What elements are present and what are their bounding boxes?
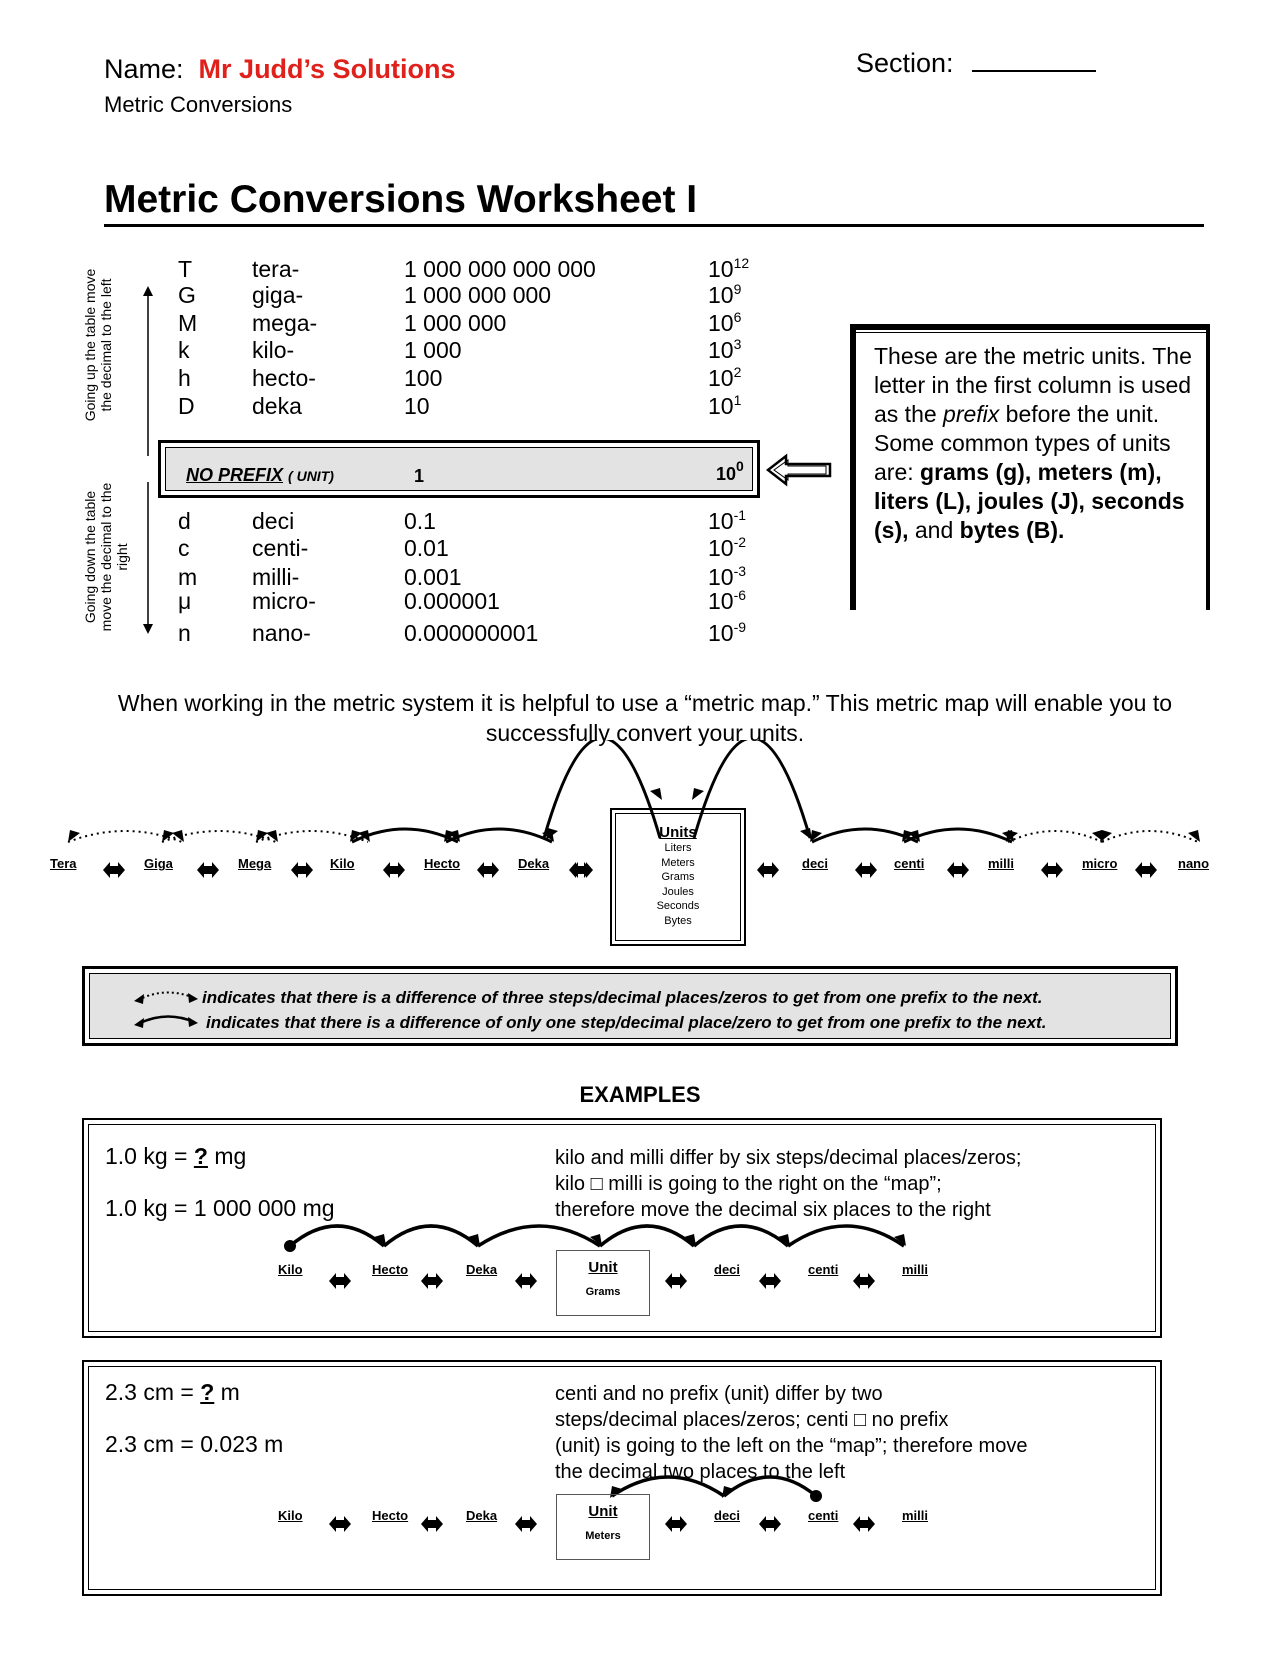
section-line xyxy=(856,48,1096,79)
map-arc xyxy=(1102,831,1198,842)
map-label-nano: nano xyxy=(1178,856,1210,871)
prefix-value: 1 000 000 000 000 xyxy=(404,256,596,282)
map-double-arrow-icon xyxy=(477,862,499,878)
example-double-arrow-icon xyxy=(421,1516,443,1532)
map-label-mega: Mega xyxy=(238,856,272,871)
arrow-head xyxy=(1188,830,1200,842)
example-double-arrow-icon xyxy=(329,1516,351,1532)
prefix-exp-power: 6 xyxy=(733,309,742,325)
no-prefix-exp: $10^0$ xyxy=(716,458,744,484)
map-double-arrow-icon xyxy=(757,862,779,878)
prefix-sym: n xyxy=(178,620,191,646)
example-1-unit-sub: Grams xyxy=(585,1286,621,1298)
map-arc xyxy=(694,1226,788,1246)
example-2-unit-title: Unit xyxy=(588,1503,618,1520)
example-1-unit-box xyxy=(556,1250,650,1316)
units-box xyxy=(610,808,746,946)
prefix-value: 0.01 xyxy=(404,535,449,561)
example-label-centi: centi xyxy=(808,1508,839,1523)
arrow-head xyxy=(1100,830,1112,842)
map-label-deci: deci xyxy=(802,856,829,871)
map-label-micro: micro xyxy=(1082,856,1118,871)
prefix-exp-power: 3 xyxy=(733,336,742,352)
example-double-arrow-icon xyxy=(515,1273,537,1289)
prefix-exp-power: 9 xyxy=(733,281,742,297)
prefix-exp-power: 1 xyxy=(733,392,742,408)
prefix-exp-power: -9 xyxy=(733,619,747,635)
prefix-exp: $10^2$ xyxy=(708,364,742,391)
map-arc xyxy=(600,1226,694,1246)
example-1-answer: 1.0 kg = 1 000 000 mg xyxy=(105,1195,335,1221)
example-label-deka: Deka xyxy=(466,1508,498,1523)
example-1-unit-title: Unit xyxy=(588,1259,618,1276)
example-label-deci: deci xyxy=(714,1262,741,1277)
examples-heading: EXAMPLES xyxy=(579,1082,701,1107)
unit-item: Joules xyxy=(662,885,694,898)
no-prefix-row xyxy=(158,440,760,498)
prefix-sym: d xyxy=(178,508,191,534)
prefix-sym: T xyxy=(178,256,193,282)
no-prefix-label: NO PREFIX ( UNIT) xyxy=(186,465,334,485)
prefix-exp: $10^{-3}$ xyxy=(708,563,747,590)
example-double-arrow-icon xyxy=(759,1273,781,1289)
example-double-arrow-icon xyxy=(421,1273,443,1289)
example-label-hecto: Hecto xyxy=(372,1262,409,1277)
info-box xyxy=(850,324,1210,610)
example-double-arrow-icon xyxy=(759,1516,781,1532)
info-box-double-line xyxy=(856,332,1210,333)
prefix-name: deci xyxy=(252,508,295,534)
prefix-sym: μ xyxy=(178,588,192,614)
map-label-tera: Tera xyxy=(50,856,77,871)
map-arc xyxy=(1008,831,1102,842)
prefix-exp-power: 12 xyxy=(733,255,750,271)
prefix-exp: $10^3$ xyxy=(708,336,742,363)
prefix-exp-power: 2 xyxy=(733,364,742,380)
example-label-kilo: Kilo xyxy=(278,1262,303,1277)
example-label-deci: deci xyxy=(714,1508,741,1523)
map-label-giga: Giga xyxy=(144,856,173,871)
prefix-sym: k xyxy=(178,337,190,363)
map-label-kilo: Kilo xyxy=(330,856,355,871)
map-label-centi: centi xyxy=(894,856,925,871)
section-label: Section: xyxy=(856,48,954,78)
info-text: These are the metric units. The letter in the first column is used as the prefix before the unit. Some common types of units are: grams (g), meters (m), liters (L), joules (J), seconds (s), and bytes (B). xyxy=(874,343,1192,543)
prefix-exp-power: -2 xyxy=(733,534,747,550)
map-arc xyxy=(384,1226,478,1246)
unit-item: Bytes xyxy=(664,914,692,927)
example-double-arrow-icon xyxy=(515,1516,537,1532)
prefix-value: 0.000001 xyxy=(404,588,500,614)
prefix-sym: M xyxy=(178,310,198,336)
name-label: Name: xyxy=(104,54,184,84)
prefix-name: milli- xyxy=(252,564,300,590)
prefix-name: micro- xyxy=(252,588,316,614)
prefix-name: deka xyxy=(252,393,302,419)
page-title: Metric Conversions Worksheet I xyxy=(104,178,1204,227)
example-2-unit-box xyxy=(556,1494,650,1560)
prefix-value: 100 xyxy=(404,365,443,391)
hollow-left-arrow-icon xyxy=(766,452,836,488)
example-2-unit-sub: Meters xyxy=(585,1530,621,1542)
prefix-exp-power: -6 xyxy=(733,587,747,603)
prefix-name: hecto- xyxy=(252,365,316,391)
example-double-arrow-icon xyxy=(665,1273,687,1289)
map-label-deka: Deka xyxy=(518,856,550,871)
legend-box xyxy=(82,966,1178,1046)
example-label-kilo: Kilo xyxy=(278,1508,303,1523)
prefix-name: tera- xyxy=(252,256,300,282)
prefix-sym: G xyxy=(178,282,196,308)
map-arc xyxy=(904,829,1012,842)
map-double-arrow-icon xyxy=(103,862,125,878)
prefix-name: nano- xyxy=(252,620,311,646)
map-arc xyxy=(724,1477,816,1496)
map-double-arrow-icon xyxy=(855,862,877,878)
example-label-milli: milli xyxy=(902,1262,929,1277)
prefix-exp-power: -1 xyxy=(733,507,747,523)
arrow-head xyxy=(650,788,662,800)
prefix-exp: $10^{-9}$ xyxy=(708,619,747,646)
prefix-value: 1 000 000 000 xyxy=(404,282,552,308)
example-label-centi: centi xyxy=(808,1262,839,1277)
prefix-value: 0.000000001 xyxy=(404,620,539,646)
map-double-arrow-icon xyxy=(197,862,219,878)
prefix-name: centi- xyxy=(252,535,309,561)
example-2-question: 2.3 cm = ? m xyxy=(105,1379,240,1405)
map-arc xyxy=(446,829,552,842)
prefix-value: 10 xyxy=(404,393,430,419)
legend-arrow-icons xyxy=(130,984,210,1036)
example-label-milli: milli xyxy=(902,1508,929,1523)
legend-three-steps: indicates that there is a difference of three steps/decimal places/zeros to get from one prefix to the next. xyxy=(202,988,1043,1007)
prefix-value: 1 000 000 xyxy=(404,310,507,336)
map-double-arrow-icon xyxy=(291,862,313,878)
prefix-exp: $10^1$ xyxy=(708,392,742,419)
map-double-arrow-icon xyxy=(383,862,405,878)
example-2-description: centi and no prefix (unit) differ by two steps/decimal places/zeros; centi □ no prefix (unit) is going to the left on the “map”; therefore move the decimal two places to the left xyxy=(555,1383,1028,1483)
map-arc xyxy=(290,1226,384,1246)
arrow-head xyxy=(692,788,704,800)
name-value: Mr Judd’s Solutions xyxy=(198,54,456,84)
map-double-arrow-icon xyxy=(1135,862,1157,878)
example-1-question: 1.0 kg = ? mg xyxy=(105,1143,247,1169)
side-label-up: Going up the table move the decimal to the left xyxy=(82,268,114,422)
prefix-name: kilo- xyxy=(252,337,295,363)
legend-one-step: indicates that there is a difference of only one step/decimal place/zero to get from one prefix to the next. xyxy=(206,1013,1047,1032)
up-arrow-icon xyxy=(143,286,153,296)
prefix-exp: $10^{-1}$ xyxy=(708,507,747,534)
prefix-sym: D xyxy=(178,393,195,419)
map-double-arrow-icon xyxy=(1041,862,1063,878)
units-title: Units xyxy=(659,824,697,841)
example-double-arrow-icon xyxy=(329,1273,351,1289)
map-label-milli: milli xyxy=(988,856,1015,871)
prefix-sym: c xyxy=(178,535,190,561)
arrow-head xyxy=(172,830,184,842)
name-line xyxy=(104,54,456,85)
example-label-hecto: Hecto xyxy=(372,1508,409,1523)
prefix-exp: $10^9$ xyxy=(708,281,742,308)
map-arc xyxy=(478,1226,600,1246)
example-double-arrow-icon xyxy=(665,1516,687,1532)
down-arrow-icon xyxy=(143,624,153,634)
prefix-value: 1 000 xyxy=(404,337,462,363)
arrow-head xyxy=(266,830,278,842)
arrow-head xyxy=(800,828,812,840)
example-double-arrow-icon xyxy=(853,1273,875,1289)
map-label-hecto: Hecto xyxy=(424,856,461,871)
prefix-value: 0.001 xyxy=(404,564,462,590)
unit-item: Meters xyxy=(661,856,695,869)
unit-item: Liters xyxy=(664,842,692,854)
prefix-exp: $10^{-6}$ xyxy=(708,587,747,614)
prefix-sym: h xyxy=(178,365,191,391)
subtitle: Metric Conversions xyxy=(104,92,293,117)
prefix-exp: $10^6$ xyxy=(708,309,742,336)
intro-paragraph: When working in the metric system it is helpful to use a “metric map.” This metric map will enable you to successfully convert your units. xyxy=(117,690,1173,746)
prefix-name: mega- xyxy=(252,310,318,336)
example-label-deka: Deka xyxy=(466,1262,498,1277)
prefix-exp: $10^{12}$ xyxy=(708,255,750,282)
map-arc xyxy=(812,829,918,842)
example-2-answer: 2.3 cm = 0.023 m xyxy=(105,1431,284,1457)
up-down-arrows xyxy=(138,286,158,636)
example-1-description: kilo and milli differ by six steps/decimal places/zeros; kilo □ milli is going to the right on the “map”; therefore move the decimal six places to the right xyxy=(555,1147,1022,1221)
unit-item: Seconds xyxy=(656,900,700,912)
example-double-arrow-icon xyxy=(853,1516,875,1532)
map-arc xyxy=(788,1226,904,1246)
side-label-down: Going down the table move the decimal to the right xyxy=(82,482,130,632)
prefix-value: 0.1 xyxy=(404,508,436,534)
prefix-sym: m xyxy=(178,564,198,590)
no-prefix-value: 1 xyxy=(414,466,425,486)
prefix-exp: $10^{-2}$ xyxy=(708,534,747,561)
unit-item: Grams xyxy=(661,871,695,883)
prefix-exp-power: -3 xyxy=(733,563,747,579)
section-blank[interactable] xyxy=(972,50,1096,72)
map-double-arrow-icon xyxy=(947,862,969,878)
prefix-name: giga- xyxy=(252,282,304,308)
